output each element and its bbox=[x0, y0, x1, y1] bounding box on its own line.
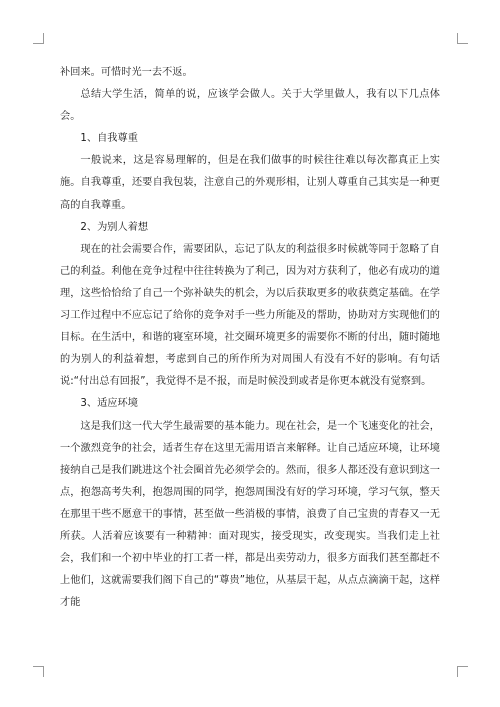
crop-mark-bottom-right bbox=[457, 666, 468, 677]
crop-mark-top-right bbox=[457, 33, 468, 44]
paragraph-adapt-environment: 这是我们这一代大学生最需要的基本能力。现在社会，是一个飞速变化的社会，一个激烈竞争的社会，适者生存在这里无需用语言来解释。让自己适应环境，让环境接纳自己是我们跳进这个社会圈首先必须学会的。然而，很多人都还没有意识到这一点，抱怨高考失利，抱怨周围的同学，抱怨周围没有好的学习环境，学习气氛，整天在那里干些不愿意干的事情，甚至做一些消极的事情，浪费了自己宝贵的青春又一无所获。人活着应该要有一种精神：面对现实，接受现实，改变现实。当我们走上社会，我们和一个初中毕业的打工者一样，都是出卖劳动力，很多方面我们甚至都赶不上他们，这就需要我们阁下自己的“尊贵”地位，从基层干起，从点点滴滴干起，这样才能 bbox=[60, 420, 440, 609]
heading-self-respect: 1、自我尊重 bbox=[80, 133, 138, 145]
heading-consider-others: 2、为别人着想 bbox=[80, 221, 149, 233]
crop-mark-bottom-left bbox=[33, 666, 44, 677]
paragraph-summary: 总结大学生活，简单的说，应该学会做人。关于大学里做人，我有以下几点体会。 bbox=[60, 89, 440, 123]
heading-adapt-environment: 3、适应环境 bbox=[80, 398, 138, 410]
crop-mark-top-left bbox=[33, 33, 44, 44]
document-body bbox=[60, 62, 440, 614]
paragraph-consider-others: 现在的社会需要合作，需要团队，忘记了队友的利益很多时候就等同于忽略了自己的利益。利他在竞争过程中往往转换为了利己，因为对方获利了，他必有成功的道理，这些恰恰给了自己一个弥补缺失的机会，为以后获取更多的收获奠定基础。在学习工作过程中不应忘记了给你的竞争对手一些力所能及的帮助，协助对方实现他们的目标。在生活中，和谐的寝室环境，社交圈环境更多的需要你不断的付出，随时随地的为别人的利益着想，考虑到自己的所作所为对周围人有没有不好的影响。有句话说:“付出总有回报”，我觉得不是不报，而是时候没到或者是你更本就没有觉察到。 bbox=[60, 243, 440, 388]
paragraph-continuation: 补回来。可惜时光一去不返。 bbox=[60, 67, 193, 78]
paragraph-self-respect: 一般说来，这是容易理解的，但是在我们做事的时候往往难以每次都真正上实施。自我尊重，还要自我包装，注意自己的外观形相，让别人尊重自己其实是一种更高的自我尊重。 bbox=[60, 155, 440, 211]
